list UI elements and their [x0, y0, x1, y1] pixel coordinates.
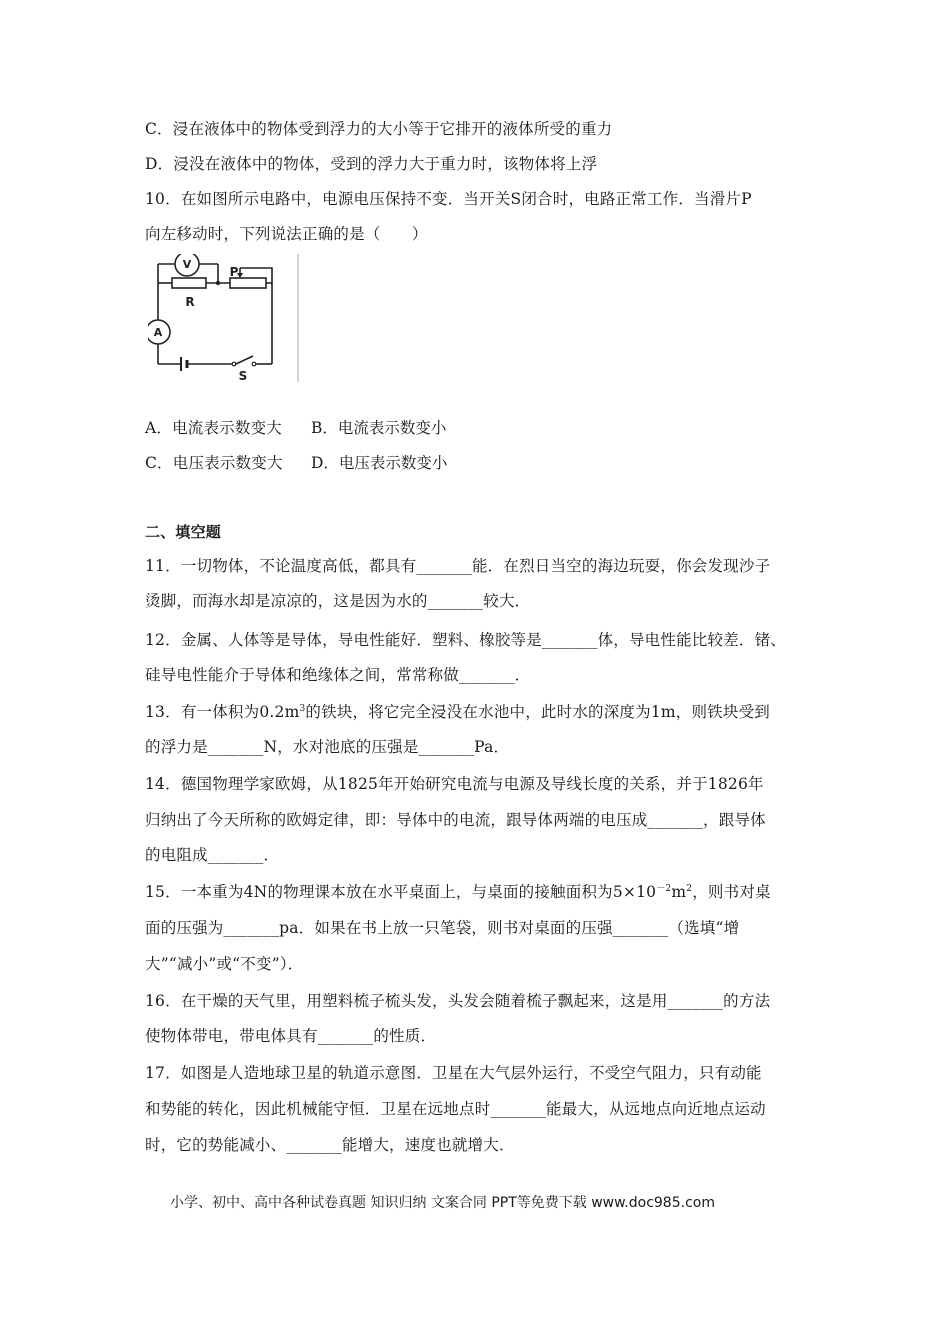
q15-line3: 大”“减小”或“不变”）．: [145, 955, 304, 973]
q10-option-a: A．电流表示数变大: [145, 419, 282, 437]
resistor-r-symbol: [172, 278, 206, 288]
q9-option-c: C．浸在液体中的物体受到浮力的大小等于它排开的液体所受的重力: [145, 120, 613, 138]
ammeter-label: A: [153, 326, 163, 339]
q12-line2: 硅导电性能介于导体和绝缘体之间，常常称做_______．: [145, 666, 531, 684]
q10-option-c: C．电压表示数变大: [145, 454, 283, 472]
q17-line3: 时，它的势能减小、_______能增大，速度也就增大．: [145, 1136, 515, 1154]
circuit-diagram: [148, 254, 300, 382]
q13-line1: 13．有一体积为$0.2m^3$的铁块，将它完全浸没在水池中，此时水的深度为1m，则铁块受到: [145, 703, 770, 721]
slider-label: P: [229, 265, 239, 279]
q11-line2: 烫脚，而海水却是凉凉的，这是因为水的_______较大．: [145, 592, 531, 610]
q17-line1: 17．如图是人造地球卫星的轨道示意图．卫星在大气层外运行，不受空气阻力，只有动能: [145, 1064, 762, 1082]
voltmeter-label: V: [182, 258, 192, 271]
q14-line1: 14．德国物理学家欧姆，从1825年开始研究电流与电源及导线长度的关系，并于1826年: [145, 775, 764, 793]
switch-label: S: [238, 369, 248, 382]
section-heading-fill-in: 二、填空题: [145, 523, 222, 541]
q16-line2: 使物体带电，带电体具有_______的性质．: [145, 1027, 437, 1045]
q11-line1: 11．一切物体，不论温度高低，都具有_______能．在烈日当空的海边玩耍，你会发现沙子: [145, 557, 771, 575]
page-footer: 小学、初中、高中各种试卷真题 知识归纳 文案合同 PPT等免费下载 www.doc985.com: [170, 1195, 715, 1211]
q14-line3: 的电阻成_______．: [145, 846, 280, 864]
q15-line2: 面的压强为_______pa．如果在书上放一只笔袋，则书对桌面的压强_______（选填“增: [145, 919, 740, 937]
q16-line1: 16．在干燥的天气里，用塑料梳子梳头发，头发会随着梳子飘起来，这是用_______的方法: [145, 992, 771, 1010]
slide-rheostat-symbol: [230, 278, 266, 288]
q12-line1: 12．金属、人体等是导体，导电性能好．塑料、橡胶等是_______体，导电性能比较差．锗、: [145, 631, 786, 649]
q9-option-d: D．浸没在液体中的物体，受到的浮力大于重力时，该物体将上浮: [145, 155, 598, 173]
resistor-label: R: [185, 295, 195, 309]
q10-option-b: B．电流表示数变小: [311, 419, 447, 437]
q13-line2: 的浮力是_______N，水对池底的压强是_______Pa．: [145, 738, 510, 756]
q14-line2: 归纳出了今天所称的欧姆定律，即：导体中的电流，跟导体两端的电压成_______，跟导体: [145, 811, 766, 829]
q10-stem-line2: 向左移动时，下列说法正确的是（ ）: [145, 225, 428, 243]
q10-option-d: D．电压表示数变小: [311, 454, 448, 472]
q17-line2: 和势能的转化，因此机械能守恒．卫星在远地点时_______能最大，从远地点向近地点运动: [145, 1100, 766, 1118]
q15-line1: 15．一本重为4N的物理课本放在水平桌面上，与桌面的接触面积为$5\times 10^{-2}m^2$，则书对桌: [145, 883, 771, 901]
q10-stem-line1: 10．在如图所示电路中，电源电压保持不变．当开关S闭合时，电路正常工作．当滑片P: [145, 190, 752, 208]
